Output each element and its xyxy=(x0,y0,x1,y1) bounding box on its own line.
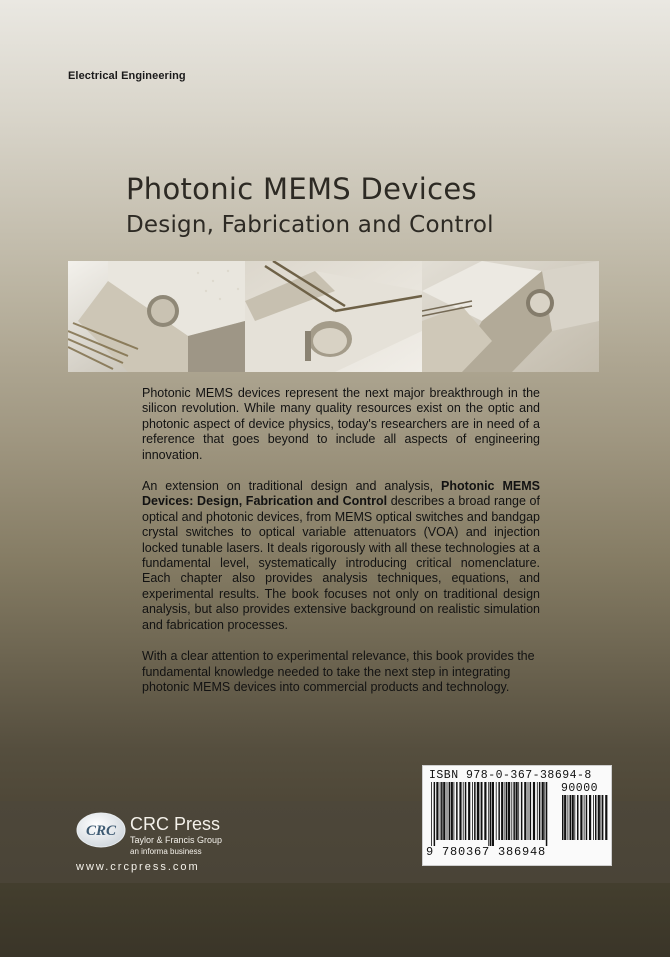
barcode-bar xyxy=(584,795,585,840)
barcode-bar xyxy=(496,782,497,840)
barcode-bar xyxy=(572,795,574,840)
crc-logo-icon xyxy=(76,812,128,848)
barcode-bar xyxy=(481,782,483,840)
barcode-bar xyxy=(568,795,569,840)
barcode-bar xyxy=(533,782,535,840)
barcode-bar xyxy=(465,782,467,840)
barcode-bar xyxy=(593,795,594,840)
barcode-bar xyxy=(539,782,541,840)
barcode-bar xyxy=(508,782,510,840)
barcode-bar xyxy=(449,782,451,840)
barcode-bar xyxy=(431,782,432,846)
barcode-bar xyxy=(570,795,572,840)
barcode-bar xyxy=(505,782,506,840)
barcode-bar xyxy=(530,782,532,840)
barcode-bar xyxy=(506,782,508,840)
barcode-bar xyxy=(441,782,443,840)
barcode-bar xyxy=(477,782,479,840)
barcode-bar xyxy=(580,795,582,840)
barcode-bar xyxy=(459,782,461,840)
barcode-bar xyxy=(511,782,512,840)
barcode-bar xyxy=(454,782,455,840)
description-paragraph-1: Photonic MEMS devices represent the next major breakthrough in the silicon revolution. While many quality resources exist on the optic and photonic aspect of device physics, today's researchers are in need of a reference that goes beyond to include all aspects of engineering innovation. xyxy=(142,386,540,462)
barcode-bars xyxy=(431,782,549,846)
barcode-bar xyxy=(542,782,544,840)
barcode-bar xyxy=(443,782,445,840)
book-title: Photonic MEMS Devices xyxy=(126,172,477,206)
barcode-bar xyxy=(474,782,476,840)
barcode-bar xyxy=(574,795,575,840)
description xyxy=(142,386,540,711)
barcode-bar xyxy=(521,782,523,840)
barcode-bar xyxy=(544,782,545,840)
category-label: Electrical Engineering xyxy=(68,70,186,82)
barcode-bar xyxy=(513,782,515,840)
barcode-bar xyxy=(447,782,448,840)
barcode-bar xyxy=(595,795,597,840)
publisher-website: www.crcpress.com xyxy=(76,861,200,873)
barcode-bar xyxy=(468,782,470,840)
device-photo-strip xyxy=(68,261,600,372)
barcode-bar xyxy=(598,795,600,840)
price-code: 90000 xyxy=(561,782,599,795)
barcode-bar xyxy=(605,795,607,840)
book-subtitle: Design, Fabrication and Control xyxy=(126,212,494,238)
barcode-bar xyxy=(516,782,518,840)
barcode-bar xyxy=(528,782,529,840)
barcode-addon-bars xyxy=(562,795,608,846)
barcode-bar xyxy=(589,795,591,840)
publisher-name: CRC Press xyxy=(130,814,221,834)
mems-photo-3 xyxy=(422,261,599,372)
barcode-bar xyxy=(451,782,453,840)
barcode-bar xyxy=(537,782,538,840)
barcode-bar xyxy=(498,782,500,840)
barcode-bar xyxy=(601,795,602,840)
description-p2-intro: An extension on traditional design and analysis, xyxy=(142,479,442,494)
description-p2-rest: describes a broad range of optical and photonic devices, from MEMS optical switches and bandgap crystal switches to optical variable attenuators (VOA) and injection locked tunable lasers. It deals rigorously with all these technologies at a fundamental level, systematically introducing critical nomenclature. Each chapter also provides analysis techniques, equations, and experimental results. The book focuses not only on traditional design analysis, but also provides extensive background on realistic simulation and fabrication processes. xyxy=(142,494,540,632)
description-paragraph-3: With a clear attention to experimental relevance, this book provides the fundamental knowledge needed to take the next step in integrating photonic MEMS devices into commercial products and technology. xyxy=(142,649,535,694)
barcode-bar xyxy=(440,782,441,840)
barcode-bar xyxy=(602,795,604,840)
publisher-informa: an informa business xyxy=(130,847,202,856)
barcode-bar xyxy=(518,782,519,840)
barcode-bar xyxy=(586,795,588,840)
barcode-bar xyxy=(484,782,486,840)
mems-photo-1 xyxy=(68,261,245,372)
isbn-digits: 9 780367 386948 xyxy=(426,845,547,859)
barcode-bar xyxy=(488,782,489,846)
barcode-bar xyxy=(436,782,438,840)
barcode-bar xyxy=(562,795,564,840)
barcode-bar xyxy=(492,782,494,846)
publisher-block xyxy=(76,808,296,878)
barcode-bar xyxy=(501,782,503,840)
description-p2-book-title: Photonic MEMS Devices: Design, Fabrication and Control xyxy=(142,479,540,509)
barcode-bar xyxy=(546,782,548,846)
barcode-bar xyxy=(524,782,526,840)
crc-logo-text: CRC xyxy=(85,823,117,839)
description-paragraph-2 xyxy=(142,479,540,633)
isbn-label: ISBN 978-0-367-38694-8 xyxy=(429,769,592,782)
publisher-group: Taylor & Francis Group xyxy=(130,835,223,845)
barcode-bar xyxy=(472,782,473,840)
barcode-bar xyxy=(480,782,481,840)
barcode-bar xyxy=(434,782,436,846)
barcode-bar xyxy=(463,782,464,840)
mems-photo-2 xyxy=(245,261,422,372)
barcode-bar xyxy=(577,795,579,840)
isbn-barcode xyxy=(422,765,612,866)
barcode-bar xyxy=(456,782,458,840)
barcode-bar xyxy=(564,795,566,840)
barcode-bar xyxy=(490,782,492,846)
